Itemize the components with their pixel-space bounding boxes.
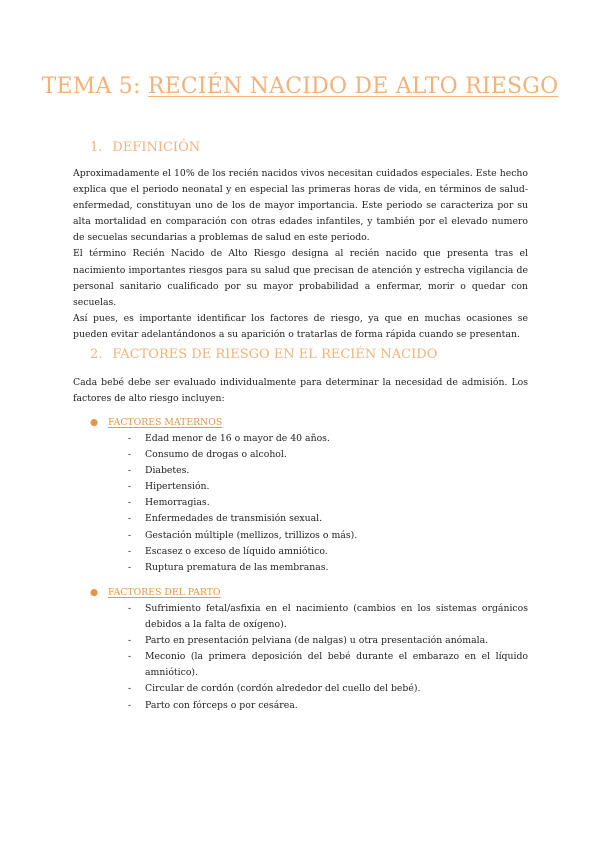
- dash-icon: -: [128, 545, 132, 557]
- list-item: - Circular de cordón (cordón alrededor del cuello del bebé).: [128, 681, 528, 697]
- section-2-heading: [90, 346, 437, 364]
- list-maternos: [128, 431, 528, 576]
- list-item: - Sufrimiento fetal/asfixia en el nacimiento (cambios en los sistemas orgánicos debidos a la falta de oxígeno).: [128, 603, 528, 631]
- dash-icon: -: [128, 513, 132, 525]
- dash-icon: -: [128, 465, 132, 477]
- list-item: - Hipertensión.: [128, 479, 528, 495]
- list-item: - Parto con fórceps o por cesárea.: [128, 698, 528, 714]
- list-item: - Diabetes.: [128, 463, 528, 479]
- title-main: RECIÉN NACIDO DE ALTO RIESGO: [147, 74, 559, 99]
- section-2-number: 2.: [90, 347, 103, 362]
- group-label: FACTORES MATERNOS: [108, 417, 223, 428]
- dash-icon: -: [128, 497, 132, 509]
- list-item: - Meconio (la primera deposición del bebé durante el embarazo en el líquido amniótico).: [128, 651, 528, 679]
- title-prefix: TEMA 5:: [41, 74, 148, 99]
- list-parto: [128, 601, 528, 714]
- paragraph: Cada bebé debe ser evaluado individualmente para determinar la necesidad de admisión. Los factores de alto riesgo incluyen:: [73, 377, 528, 405]
- section-1-heading: [90, 139, 200, 157]
- paragraph: Así pues, es importante identificar los factores de riesgo, ya que en muchas ocasiones se pueden evitar adelantándonos a su aparición o tratarlas de forma rápida cuando se presentan.: [73, 312, 528, 340]
- group-heading-maternos: [90, 415, 222, 431]
- section-1-number: 1.: [90, 140, 103, 155]
- section-2-intro: [73, 375, 528, 407]
- list-item: - Enfermedades de transmisión sexual.: [128, 511, 528, 527]
- dash-icon: -: [128, 433, 132, 444]
- list-item: - Parto en presentación pelviana (de nalgas) u otra presentación anómala.: [128, 633, 528, 649]
- paragraph: El término Recién Nacido de Alto Riesgo designa al recién nacido que presenta tras el nacimiento importantes riesgos para su salud que precisan de atención y estrecha vigilancia de personal sanitario cualificado por su mayor probabilidad a enfermar, morir o quedar con secuelas.: [73, 248, 528, 308]
- section-1-body: [73, 166, 528, 343]
- list-item: - Gestación múltiple (mellizos, trillizos o más).: [128, 528, 528, 544]
- dash-icon: -: [128, 561, 132, 573]
- dash-icon: -: [128, 699, 132, 711]
- page-title: [0, 72, 600, 102]
- dash-icon: -: [128, 683, 132, 695]
- list-item: - Consumo de drogas o alcohol.: [128, 447, 528, 463]
- paragraph: Aproximadamente el 10% de los recién nacidos vivos necesitan cuidados especiales. Este hecho explica que el periodo neonatal y en especial las primeras horas de vida, en términos de salud-enfermedad, constituyan uno de los de mayor importancia. Este periodo se caracteriza por su alta mortalidad en comparación con otras edades infantiles, y también por el elevado numero de secuelas secundarias a problemas de salud en este periodo.: [73, 168, 528, 244]
- section-1-title: DEFINICIÓN: [112, 140, 201, 155]
- dash-icon: -: [128, 449, 132, 461]
- section-2-title: FACTORES DE RIESGO EN EL RECIÉN NACIDO: [112, 347, 438, 362]
- group-label: FACTORES DEL PARTO: [108, 587, 221, 598]
- group-heading-parto: [90, 585, 221, 601]
- bullet-icon: ●: [90, 587, 99, 598]
- list-item: - Escasez o exceso de líquido amniótico.: [128, 544, 528, 560]
- list-item: - Hemorragias.: [128, 495, 528, 511]
- dash-icon: -: [128, 529, 132, 541]
- list-item: - Ruptura prematura de las membranas.: [128, 560, 528, 576]
- dash-icon: -: [128, 635, 132, 647]
- dash-icon: -: [128, 481, 132, 493]
- bullet-icon: ●: [90, 417, 99, 428]
- dash-icon: -: [128, 603, 132, 614]
- dash-icon: -: [128, 651, 132, 663]
- list-item: - Edad menor de 16 o mayor de 40 años.: [128, 431, 528, 447]
